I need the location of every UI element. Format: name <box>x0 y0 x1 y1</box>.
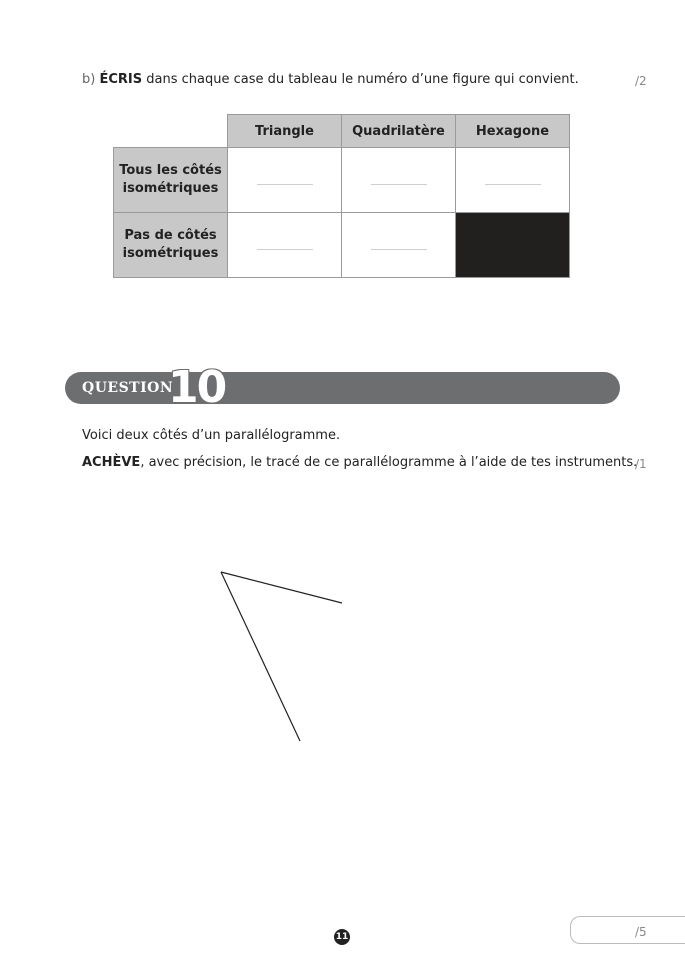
total-score: /5 <box>635 925 647 939</box>
side-line-left <box>221 572 300 741</box>
column-header-quadrilatere: Quadrilatère <box>342 115 456 148</box>
row-header-line: isométriques <box>122 181 219 196</box>
row-header-line: Pas de côtés <box>124 228 217 243</box>
total-score-box <box>570 916 685 944</box>
question-label: QUESTION <box>82 380 174 396</box>
part-b-prefix: b) <box>82 72 96 87</box>
question-number: 10 <box>168 362 226 413</box>
question-intro: Voici deux côtés d’un parallélogramme. <box>82 428 341 443</box>
question-verb: ACHÈVE <box>82 455 141 470</box>
part-b-verb: ÉCRIS <box>99 72 143 87</box>
row-header-line: Tous les côtés <box>119 163 222 178</box>
question-text: , avec précision, le tracé de ce parallélogramme à l’aide de tes instruments. <box>140 455 638 470</box>
part-b-text: dans chaque case du tableau le numéro d’une figure qui convient. <box>142 72 579 87</box>
question-score: /1 <box>635 457 647 471</box>
row-header-line: isométriques <box>122 246 219 261</box>
part-b-score: /2 <box>635 74 647 88</box>
page-number: 11 <box>334 929 350 945</box>
column-header-triangle: Triangle <box>228 115 342 148</box>
column-header-hexagone: Hexagone <box>456 115 570 148</box>
side-line-top <box>221 572 342 603</box>
